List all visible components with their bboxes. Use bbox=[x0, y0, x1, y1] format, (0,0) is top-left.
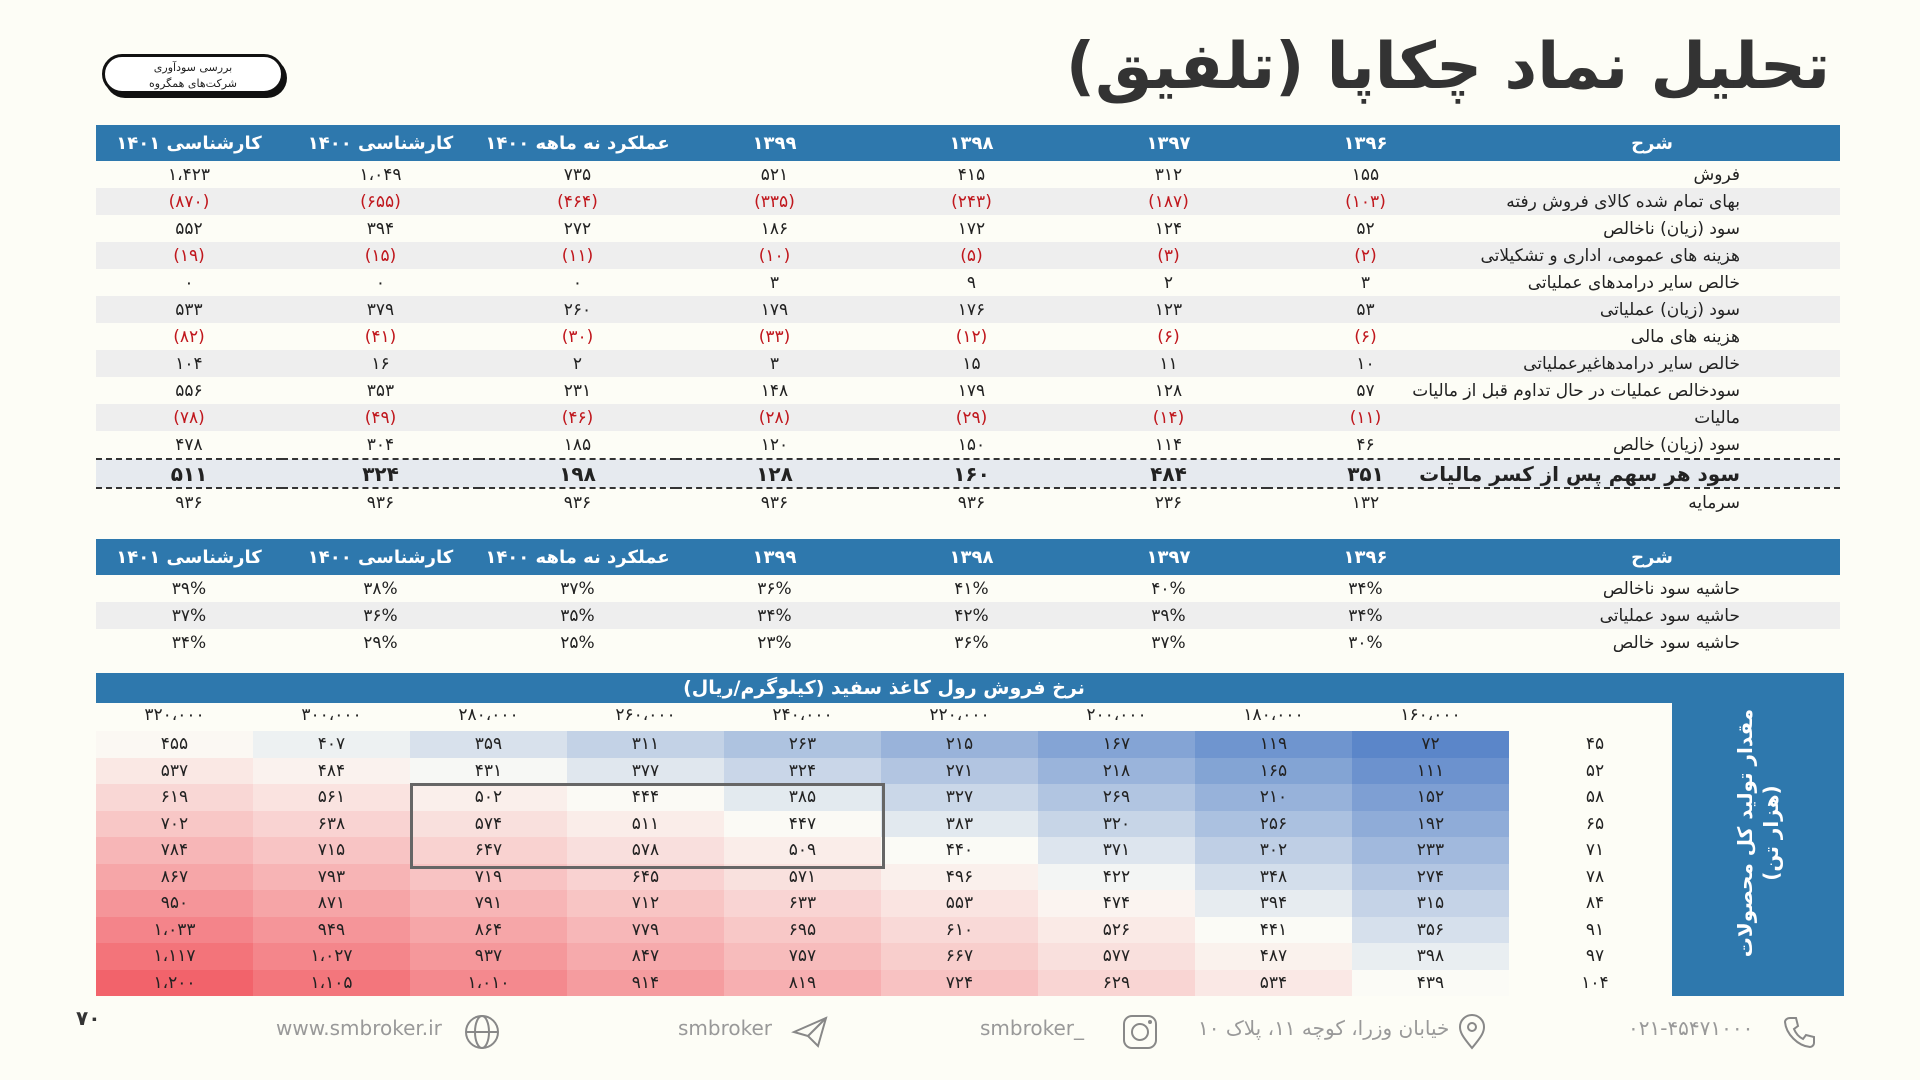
cell-value: (۴۶۴) bbox=[479, 188, 676, 215]
cell-value: ۳۰۴ bbox=[282, 431, 479, 459]
price-tick-label: ۱۶۰،۰۰۰ bbox=[1400, 705, 1461, 725]
cell-value: ۳۷% bbox=[1070, 629, 1267, 656]
cell-value: ۰ bbox=[96, 269, 282, 296]
heatmap-cell: ۶۲۹ bbox=[1038, 970, 1195, 997]
cell-value: ۳۹% bbox=[1070, 602, 1267, 629]
cell-value: ۹۳۶ bbox=[282, 488, 479, 516]
heatmap-cell: ۴۹۶ bbox=[881, 864, 1038, 891]
cell-value: ۳۵۱ bbox=[1267, 459, 1464, 488]
cell-value: ۴۰% bbox=[1070, 575, 1267, 602]
heatmap-cell: ۴۰۷ bbox=[253, 731, 410, 758]
cell-value: (۵) bbox=[873, 242, 1070, 269]
cell-value: ۴۶ bbox=[1267, 431, 1464, 459]
heatmap-cell: ۳۴۸ bbox=[1195, 864, 1352, 891]
cell-value: ۲۵% bbox=[479, 629, 676, 656]
heatmap-cell: ۶۴۷ bbox=[410, 837, 567, 864]
table-row bbox=[96, 296, 1840, 323]
cell-value: ۴۸۴ bbox=[1070, 459, 1267, 488]
heatmap-cell: ۳۰۲ bbox=[1195, 837, 1352, 864]
heatmap-cell: ۲۱۰ bbox=[1195, 784, 1352, 811]
cell-value: ۲ bbox=[1070, 269, 1267, 296]
cell-value: ۳۲۴ bbox=[282, 459, 479, 488]
phone-number: ۰۲۱-۴۵۴۷۱۰۰۰ bbox=[1628, 1016, 1754, 1040]
cell-value: (۱۱) bbox=[1267, 404, 1464, 431]
price-axis bbox=[96, 705, 1509, 731]
cell-value: ۳۵۳ bbox=[282, 377, 479, 404]
heatmap-cell: ۴۷۴ bbox=[1038, 890, 1195, 917]
cell-value: (۴۱) bbox=[282, 323, 479, 350]
heatmap-cell: ۵۰۹ bbox=[724, 837, 881, 864]
cell-value: (۸۲) bbox=[96, 323, 282, 350]
cell-value: ۵۵۶ bbox=[96, 377, 282, 404]
row-label: سود (زیان) عملیاتی bbox=[1464, 296, 1840, 323]
cell-value: ۳ bbox=[676, 269, 873, 296]
heatmap-cell: ۵۷۷ bbox=[1038, 943, 1195, 970]
cell-value: ۵۳۳ bbox=[96, 296, 282, 323]
cell-value: (۴۶) bbox=[479, 404, 676, 431]
heatmap-cell: ۶۶۷ bbox=[881, 943, 1038, 970]
table-row bbox=[96, 459, 1840, 488]
price-tick-label: ۱۸۰،۰۰۰ bbox=[1243, 705, 1304, 725]
cell-value: ۲۹% bbox=[282, 629, 479, 656]
heatmap-cell: ۹۵۰ bbox=[96, 890, 253, 917]
price-tick-label: ۲۰۰،۰۰۰ bbox=[1086, 705, 1147, 725]
heatmap-cell: ۵۲۶ bbox=[1038, 917, 1195, 944]
cell-value: ۱۷۹ bbox=[873, 377, 1070, 404]
cell-value: ۱،۴۲۳ bbox=[96, 161, 282, 188]
cell-value: (۲) bbox=[1267, 242, 1464, 269]
cell-value: ۱۱ bbox=[1070, 350, 1267, 377]
cell-value: ۳ bbox=[1267, 269, 1464, 296]
heatmap-cell: ۸۶۷ bbox=[96, 864, 253, 891]
telegram-link[interactable]: smbroker bbox=[678, 1016, 773, 1040]
cell-value: ۹۳۶ bbox=[479, 488, 676, 516]
heatmap-cell: ۱،۱۱۷ bbox=[96, 943, 253, 970]
cell-value: ۱۲۰ bbox=[676, 431, 873, 459]
volume-axis bbox=[1520, 731, 1670, 996]
table-row bbox=[96, 575, 1840, 602]
cell-value: ۱۸۵ bbox=[479, 431, 676, 459]
phone-icon bbox=[1780, 1012, 1820, 1052]
cell-value: ۹۳۶ bbox=[676, 488, 873, 516]
table-row bbox=[96, 431, 1840, 459]
cell-value: ۳۴% bbox=[1267, 602, 1464, 629]
cell-value: (۷۸) bbox=[96, 404, 282, 431]
cell-value: ۵۲۱ bbox=[676, 161, 873, 188]
cell-value: ۱۲۸ bbox=[676, 459, 873, 488]
table-row bbox=[96, 215, 1840, 242]
heatmap-cell: ۴۴۷ bbox=[724, 811, 881, 838]
column-header: ۱۳۹۶ bbox=[1267, 125, 1464, 161]
margins-table bbox=[96, 539, 1840, 656]
heatmap-cell: ۴۸۷ bbox=[1195, 943, 1352, 970]
cell-value: ۲ bbox=[479, 350, 676, 377]
price-tick-label: ۲۸۰،۰۰۰ bbox=[458, 705, 519, 725]
table-row bbox=[96, 350, 1840, 377]
heatmap-cell: ۴۴۰ bbox=[881, 837, 1038, 864]
heatmap-cell: ۱۱۱ bbox=[1352, 758, 1509, 785]
heatmap-cell: ۳۹۴ bbox=[1195, 890, 1352, 917]
sensitivity-side-label bbox=[1672, 673, 1844, 996]
heatmap-cell: ۵۱۱ bbox=[567, 811, 724, 838]
cell-value: ۲۶۰ bbox=[479, 296, 676, 323]
cell-value: ۳۷۹ bbox=[282, 296, 479, 323]
cell-value: ۱۰ bbox=[1267, 350, 1464, 377]
heatmap-cell: ۳۲۰ bbox=[1038, 811, 1195, 838]
heatmap-cell: ۸۴۷ bbox=[567, 943, 724, 970]
heatmap-cell: ۷۹۱ bbox=[410, 890, 567, 917]
table-row bbox=[96, 323, 1840, 350]
cell-value: (۲۸) bbox=[676, 404, 873, 431]
column-header: ۱۳۹۹ bbox=[676, 539, 873, 575]
cell-value: (۱۱) bbox=[479, 242, 676, 269]
heatmap-cell: ۱۶۵ bbox=[1195, 758, 1352, 785]
price-tick-label: ۲۴۰،۰۰۰ bbox=[772, 705, 833, 725]
cell-value: ۱۳۲ bbox=[1267, 488, 1464, 516]
row-label: سود (زیان) ناخالص bbox=[1464, 215, 1840, 242]
cell-value: (۸۷۰) bbox=[96, 188, 282, 215]
column-header: ۱۳۹۸ bbox=[873, 539, 1070, 575]
badge-line-2: شرکت‌های همگروه bbox=[149, 77, 237, 90]
heatmap-cell: ۵۳۷ bbox=[96, 758, 253, 785]
heatmap-cell: ۴۸۴ bbox=[253, 758, 410, 785]
cell-value: ۳۹۴ bbox=[282, 215, 479, 242]
heatmap-cell: ۲۵۶ bbox=[1195, 811, 1352, 838]
heatmap-cell: ۲۷۴ bbox=[1352, 864, 1509, 891]
heatmap-cell: ۹۴۹ bbox=[253, 917, 410, 944]
cell-value: ۵۲ bbox=[1267, 215, 1464, 242]
cell-value: ۳۱۲ bbox=[1070, 161, 1267, 188]
cell-value: ۳ bbox=[676, 350, 873, 377]
cell-value: ۵۵۲ bbox=[96, 215, 282, 242]
cell-value: ۱۷۹ bbox=[676, 296, 873, 323]
heatmap-cell: ۱۱۹ bbox=[1195, 731, 1352, 758]
cell-value: ۱۵ bbox=[873, 350, 1070, 377]
column-header: ۱۳۹۸ bbox=[873, 125, 1070, 161]
cell-value: (۶) bbox=[1267, 323, 1464, 350]
cell-value: (۳۰) bbox=[479, 323, 676, 350]
cell-value: ۳۵% bbox=[479, 602, 676, 629]
heatmap-cell: ۹۱۴ bbox=[567, 970, 724, 997]
cell-value: ۱۲۳ bbox=[1070, 296, 1267, 323]
cell-value: ۱۱۴ bbox=[1070, 431, 1267, 459]
website-link[interactable]: www.smbroker.ir bbox=[276, 1016, 442, 1040]
column-header: شرح bbox=[1464, 539, 1840, 575]
instagram-icon bbox=[1120, 1012, 1160, 1052]
heatmap-cell: ۳۲۴ bbox=[724, 758, 881, 785]
row-label: حاشیه سود عملیاتی bbox=[1464, 602, 1840, 629]
cell-value: ۱۵۰ bbox=[873, 431, 1070, 459]
cell-value: ۴۱% bbox=[873, 575, 1070, 602]
cell-value: (۱۸۷) bbox=[1070, 188, 1267, 215]
row-label: خالص سایر درامدهاغیرعملیاتی bbox=[1464, 350, 1840, 377]
table-row bbox=[96, 242, 1840, 269]
heatmap-cell: ۱،۱۰۵ bbox=[253, 970, 410, 997]
cell-value: (۲۴۳) bbox=[873, 188, 1070, 215]
section-badge bbox=[102, 54, 284, 94]
cell-value: ۳۴% bbox=[1267, 575, 1464, 602]
heatmap-cell: ۲۳۳ bbox=[1352, 837, 1509, 864]
cell-value: ۴۷۸ bbox=[96, 431, 282, 459]
cell-value: ۰ bbox=[479, 269, 676, 296]
sensitivity-title: نرخ فروش رول کاغذ سفید (کیلوگرم/ریال) bbox=[96, 673, 1672, 703]
cell-value: ۳۷% bbox=[96, 602, 282, 629]
volume-tick-label: ۹۷ bbox=[1585, 946, 1605, 966]
cell-value: ۳۶% bbox=[282, 602, 479, 629]
table-row bbox=[96, 404, 1840, 431]
heatmap-cell: ۳۷۷ bbox=[567, 758, 724, 785]
heatmap-cell: ۳۵۶ bbox=[1352, 917, 1509, 944]
cell-value: ۱۰۴ bbox=[96, 350, 282, 377]
telegram-icon bbox=[790, 1012, 830, 1052]
cell-value: ۹۳۶ bbox=[96, 488, 282, 516]
row-label: مالیات bbox=[1464, 404, 1840, 431]
table-row bbox=[96, 269, 1840, 296]
volume-tick-label: ۵۲ bbox=[1585, 760, 1605, 781]
heatmap-cell: ۱،۰۱۰ bbox=[410, 970, 567, 997]
heatmap-cell: ۱،۲۰۰ bbox=[96, 970, 253, 997]
volume-tick-label: ۶۵ bbox=[1585, 813, 1605, 834]
column-header: ۱۳۹۷ bbox=[1070, 539, 1267, 575]
cell-value: ۵۳ bbox=[1267, 296, 1464, 323]
heatmap-cell: ۷۸۴ bbox=[96, 837, 253, 864]
volume-tick-label: ۷۱ bbox=[1585, 840, 1605, 860]
cell-value: (۶) bbox=[1070, 323, 1267, 350]
heatmap-cell: ۴۳۹ bbox=[1352, 970, 1509, 997]
cell-value: ۲۳۶ bbox=[1070, 488, 1267, 516]
heatmap-cell: ۹۳۷ bbox=[410, 943, 567, 970]
heatmap-cell: ۱۵۲ bbox=[1352, 784, 1509, 811]
cell-value: ۴۲% bbox=[873, 602, 1070, 629]
cell-value: ۰ bbox=[282, 269, 479, 296]
heatmap-cell: ۵۷۱ bbox=[724, 864, 881, 891]
heatmap-cell: ۷۱۵ bbox=[253, 837, 410, 864]
cell-value: (۴۹) bbox=[282, 404, 479, 431]
cell-value: ۱،۰۴۹ bbox=[282, 161, 479, 188]
heatmap-cell: ۱،۰۳۳ bbox=[96, 917, 253, 944]
cell-value: ۱۲۸ bbox=[1070, 377, 1267, 404]
price-tick-label: ۳۲۰،۰۰۰ bbox=[144, 705, 205, 725]
heatmap-cell: ۲۷۱ bbox=[881, 758, 1038, 785]
cell-value: ۳۷% bbox=[479, 575, 676, 602]
cell-value: ۴۱۵ bbox=[873, 161, 1070, 188]
heatmap-cell: ۵۷۴ bbox=[410, 811, 567, 838]
cell-value: ۲۳% bbox=[676, 629, 873, 656]
heatmap-cell: ۵۰۲ bbox=[410, 784, 567, 811]
volume-tick-label: ۵۸ bbox=[1585, 787, 1605, 807]
heatmap-cell: ۶۹۵ bbox=[724, 917, 881, 944]
column-header: شرح bbox=[1464, 125, 1840, 161]
row-label: هزینه های مالی bbox=[1464, 323, 1840, 350]
table-row bbox=[96, 488, 1840, 516]
side-label-line-1: مقدار تولید کل محصولات bbox=[1733, 708, 1757, 958]
heatmap-cell: ۸۷۱ bbox=[253, 890, 410, 917]
heatmap-cell: ۵۳۴ bbox=[1195, 970, 1352, 997]
cell-value: ۵۷ bbox=[1267, 377, 1464, 404]
cell-value: ۹۳۶ bbox=[873, 488, 1070, 516]
heatmap-cell: ۳۸۳ bbox=[881, 811, 1038, 838]
page-title: تحلیل نماد چکاپا (تلفیق) bbox=[1065, 30, 1830, 104]
heatmap-cell: ۶۳۳ bbox=[724, 890, 881, 917]
row-label: هزینه های عمومی، اداری و تشکیلاتی bbox=[1464, 242, 1840, 269]
heatmap-cell: ۵۵۳ bbox=[881, 890, 1038, 917]
heatmap-cell: ۷۱۹ bbox=[410, 864, 567, 891]
cell-value: (۱۵) bbox=[282, 242, 479, 269]
cell-value: ۷۳۵ bbox=[479, 161, 676, 188]
heatmap-cell: ۲۱۸ bbox=[1038, 758, 1195, 785]
row-label: حاشیه سود خالص bbox=[1464, 629, 1840, 656]
column-header: عملکرد نه ماهه ۱۴۰۰ bbox=[479, 539, 676, 575]
row-label: سرمایه bbox=[1464, 488, 1840, 516]
table-row bbox=[96, 188, 1840, 215]
address-text: خیابان وزرا، کوچه ۱۱، پلاک ۱۰ bbox=[1198, 1016, 1450, 1040]
table-row bbox=[96, 602, 1840, 629]
row-label: فروش bbox=[1464, 161, 1840, 188]
heatmap-cell: ۳۱۱ bbox=[567, 731, 724, 758]
column-header: کارشناسی ۱۴۰۱ bbox=[96, 125, 282, 161]
heatmap-cell: ۷۲۴ bbox=[881, 970, 1038, 997]
cell-value: ۳۴% bbox=[96, 629, 282, 656]
instagram-link[interactable]: smbroker_ bbox=[980, 1016, 1085, 1040]
cell-value: ۳۶% bbox=[873, 629, 1070, 656]
column-header: ۱۳۹۷ bbox=[1070, 125, 1267, 161]
heatmap-cell: ۶۴۵ bbox=[567, 864, 724, 891]
cell-value: ۱۴۸ bbox=[676, 377, 873, 404]
row-label: حاشیه سود ناخالص bbox=[1464, 575, 1840, 602]
volume-tick-label: ۸۴ bbox=[1585, 893, 1605, 913]
cell-value: ۱۸۶ bbox=[676, 215, 873, 242]
income-statement-table bbox=[96, 125, 1840, 516]
heatmap-cell: ۳۵۹ bbox=[410, 731, 567, 758]
volume-tick-label: ۹۱ bbox=[1585, 919, 1605, 940]
table-row bbox=[96, 377, 1840, 404]
heatmap-cell: ۴۵۵ bbox=[96, 731, 253, 758]
highlight-box bbox=[410, 783, 885, 869]
cell-value: ۲۷۲ bbox=[479, 215, 676, 242]
cell-value: ۳۰% bbox=[1267, 629, 1464, 656]
cell-value: ۱۵۵ bbox=[1267, 161, 1464, 188]
row-label: سودخالص عملیات در حال تداوم قبل از مالیات bbox=[1464, 377, 1840, 404]
cell-value: (۳) bbox=[1070, 242, 1267, 269]
cell-value: ۲۳۱ bbox=[479, 377, 676, 404]
cell-value: ۱۷۲ bbox=[873, 215, 1070, 242]
cell-value: (۶۵۵) bbox=[282, 188, 479, 215]
cell-value: (۱۰) bbox=[676, 242, 873, 269]
heatmap-cell: ۴۳۱ bbox=[410, 758, 567, 785]
cell-value: ۳۴% bbox=[676, 602, 873, 629]
heatmap-cell: ۱۹۲ bbox=[1352, 811, 1509, 838]
heatmap-cell: ۷۱۲ bbox=[567, 890, 724, 917]
row-label: خالص سایر درامدهای عملیاتی bbox=[1464, 269, 1840, 296]
cell-value: ۵۱۱ bbox=[96, 459, 282, 488]
column-header: عملکرد نه ماهه ۱۴۰۰ bbox=[479, 125, 676, 161]
heatmap-cell: ۶۱۹ bbox=[96, 784, 253, 811]
heatmap-cell: ۷۷۹ bbox=[567, 917, 724, 944]
row-label: سود هر سهم پس از کسر مالیات bbox=[1464, 459, 1840, 488]
column-header: ۱۳۹۶ bbox=[1267, 539, 1464, 575]
heatmap-cell: ۱،۰۲۷ bbox=[253, 943, 410, 970]
heatmap-cell: ۳۸۵ bbox=[724, 784, 881, 811]
heatmap-cell: ۷۲ bbox=[1352, 731, 1509, 758]
heatmap-cell: ۴۲۲ bbox=[1038, 864, 1195, 891]
globe-icon bbox=[462, 1012, 502, 1052]
price-tick-label: ۲۶۰،۰۰۰ bbox=[615, 705, 676, 725]
heatmap-cell: ۸۶۴ bbox=[410, 917, 567, 944]
side-label-line-2: (هزار تن) bbox=[1759, 785, 1783, 881]
heatmap-cell: ۴۴۱ bbox=[1195, 917, 1352, 944]
cell-value: ۳۹% bbox=[96, 575, 282, 602]
cell-value: ۱۷۶ bbox=[873, 296, 1070, 323]
heatmap-cell: ۴۴۴ bbox=[567, 784, 724, 811]
page-number: ۷۰ bbox=[76, 1006, 101, 1030]
heatmap-cell: ۷۹۳ bbox=[253, 864, 410, 891]
table-row bbox=[96, 161, 1840, 188]
heatmap-cell: ۷۰۲ bbox=[96, 811, 253, 838]
cell-value: (۲۹) bbox=[873, 404, 1070, 431]
badge-line-1: بررسی سودآوری bbox=[153, 61, 233, 74]
cell-value: ۹ bbox=[873, 269, 1070, 296]
heatmap-cell: ۱۶۷ bbox=[1038, 731, 1195, 758]
volume-tick-label: ۴۵ bbox=[1585, 734, 1605, 754]
cell-value: (۳۳۵) bbox=[676, 188, 873, 215]
heatmap-cell: ۵۶۱ bbox=[253, 784, 410, 811]
volume-tick-label: ۱۰۴ bbox=[1581, 972, 1609, 993]
heatmap-cell: ۳۹۸ bbox=[1352, 943, 1509, 970]
cell-value: (۱۲) bbox=[873, 323, 1070, 350]
heatmap-cell: ۶۱۰ bbox=[881, 917, 1038, 944]
price-tick-label: ۳۰۰،۰۰۰ bbox=[301, 705, 362, 725]
heatmap-cell: ۳۲۷ bbox=[881, 784, 1038, 811]
heatmap-cell: ۳۷۱ bbox=[1038, 837, 1195, 864]
cell-value: (۱۴) bbox=[1070, 404, 1267, 431]
heatmap-cell: ۲۶۹ bbox=[1038, 784, 1195, 811]
heatmap-cell: ۸۱۹ bbox=[724, 970, 881, 997]
column-header: ۱۳۹۹ bbox=[676, 125, 873, 161]
cell-value: (۳۳) bbox=[676, 323, 873, 350]
column-header: کارشناسی ۱۴۰۰ bbox=[282, 539, 479, 575]
row-label: بهای تمام شده کالای فروش رفته bbox=[1464, 188, 1840, 215]
location-icon bbox=[1452, 1012, 1492, 1052]
cell-value: ۱۹۸ bbox=[479, 459, 676, 488]
volume-tick-label: ۷۸ bbox=[1585, 866, 1605, 887]
heatmap-cell: ۷۵۷ bbox=[724, 943, 881, 970]
column-header: کارشناسی ۱۴۰۱ bbox=[96, 539, 282, 575]
column-header: کارشناسی ۱۴۰۰ bbox=[282, 125, 479, 161]
cell-value: ۱۶۰ bbox=[873, 459, 1070, 488]
row-label: سود (زیان) خالص bbox=[1464, 431, 1840, 459]
cell-value: ۱۲۴ bbox=[1070, 215, 1267, 242]
heatmap-cell: ۶۳۸ bbox=[253, 811, 410, 838]
cell-value: ۳۶% bbox=[676, 575, 873, 602]
cell-value: (۱۰۳) bbox=[1267, 188, 1464, 215]
cell-value: ۳۸% bbox=[282, 575, 479, 602]
cell-value: (۱۹) bbox=[96, 242, 282, 269]
heatmap-cell: ۳۱۵ bbox=[1352, 890, 1509, 917]
heatmap-cell: ۵۷۸ bbox=[567, 837, 724, 864]
heatmap-cell: ۲۱۵ bbox=[881, 731, 1038, 758]
cell-value: ۱۶ bbox=[282, 350, 479, 377]
price-tick-label: ۲۲۰،۰۰۰ bbox=[929, 705, 990, 725]
table-row bbox=[96, 629, 1840, 656]
heatmap-cell: ۲۶۳ bbox=[724, 731, 881, 758]
